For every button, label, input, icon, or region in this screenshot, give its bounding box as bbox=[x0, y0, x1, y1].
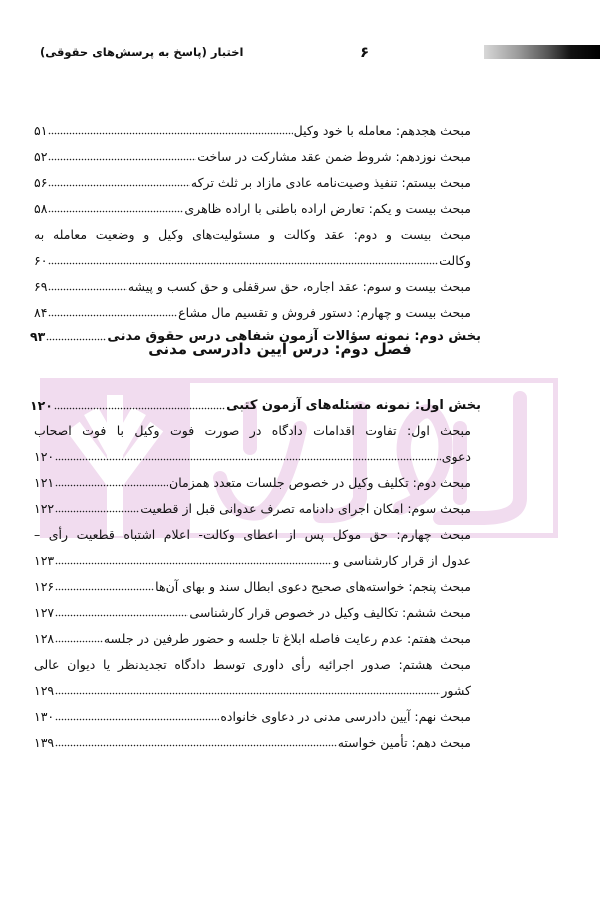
leader-dots bbox=[55, 506, 139, 514]
leader-dots bbox=[48, 154, 196, 162]
toc-entry[interactable]: مبحث بیست و یکم: تعارض اراده باطنی با اراده ظاهری ۵۸ bbox=[34, 201, 471, 216]
leader-dots bbox=[48, 128, 292, 136]
toc-entry[interactable]: مبحث سوم: امکان اجرای دادنامه تصرف عدوانی قبل از قطعیت ۱۲۲ bbox=[34, 501, 471, 516]
toc-entry-continuation[interactable]: عدول از قرار کارشناسی و ۱۲۳ bbox=[34, 553, 471, 568]
leader-dots bbox=[48, 284, 126, 292]
leader-dots bbox=[55, 714, 219, 722]
toc-entry[interactable]: مبحث دوم: تکلیف وکیل در خصوص جلسات متعدد همزمان ۱۲۱ bbox=[34, 475, 471, 490]
running-title: اختبار (پاسخ به پرسش‌های حقوقی) bbox=[40, 45, 244, 59]
toc-section-entry[interactable]: بخش اول: نمونه مسئله‌های آزمون کتبی ۱۲۰ bbox=[30, 398, 481, 413]
chapter-heading: فصل دوم: درس آیین دادرسی مدنی bbox=[148, 340, 412, 358]
toc-entry-continuation[interactable]: کشور ۱۲۹ bbox=[34, 683, 471, 698]
toc-entry-continuation[interactable]: وکالت ۶۰ bbox=[34, 253, 471, 268]
leader-dots bbox=[48, 258, 438, 266]
leader-dots bbox=[55, 636, 103, 644]
leader-dots bbox=[55, 584, 154, 592]
leader-dots bbox=[55, 480, 168, 488]
leader-dots bbox=[48, 180, 189, 188]
toc-entry-line1[interactable]: مبحث بیست و دوم: عقد وکالت و مسئولیت‌های وکیل و وضعیت معامله به bbox=[34, 227, 471, 242]
toc-entry[interactable]: مبحث ششم: تکالیف وکیل در خصوص قرار کارشناسی ۱۲۷ bbox=[34, 605, 471, 620]
toc-entry-line1[interactable]: مبحث اول: تفاوت اقدامات دادگاه در صورت فوت وکیل با فوت اصحاب bbox=[34, 423, 471, 438]
toc-entry[interactable]: مبحث هجدهم: معامله با خود وکیل ۵۱ bbox=[34, 123, 471, 138]
toc-entry-line1[interactable]: مبحث چهارم: حق موکل پس از اعطای وکالت- اعلام اشتباه قطعیت رأی – bbox=[34, 527, 471, 542]
toc-entry[interactable]: مبحث بیستم: تنفیذ وصیت‌نامه عادی مازاد بر ثلث ترکه ۵۶ bbox=[34, 175, 471, 190]
leader-dots bbox=[55, 558, 332, 566]
leader-dots bbox=[48, 310, 177, 318]
leader-dots bbox=[55, 688, 440, 696]
leader-dots bbox=[55, 610, 188, 618]
toc-entry[interactable]: مبحث هفتم: عدم رعایت فاصله ابلاغ تا جلسه و حضور طرفین در جلسه ۱۲۸ bbox=[34, 631, 471, 646]
leader-dots bbox=[55, 454, 441, 462]
page-number: ۶ bbox=[360, 43, 370, 61]
toc-entry[interactable]: مبحث پنجم: خواسته‌های صحیح دعوی ابطال سند و بهای آن‌ها ۱۲۶ bbox=[34, 579, 471, 594]
leader-dots bbox=[54, 403, 225, 411]
toc-entry[interactable]: مبحث دهم: تأمین خواسته ۱۳۹ bbox=[34, 735, 471, 750]
toc-entry[interactable]: مبحث نهم: آیین دادرسی مدنی در دعاوی خانواده ۱۳۰ bbox=[34, 709, 471, 724]
toc-section-entry[interactable]: بخش دوم: نمونه سؤالات آزمون شفاهی درس حقوق مدنی ۹۳ bbox=[30, 329, 481, 344]
toc-entry-line1[interactable]: مبحث هشتم: صدور اجرائیه رأی داوری توسط دادگاه تجدیدنظر یا دیوان عالی bbox=[34, 657, 471, 672]
toc-entry-continuation[interactable]: دعوی ۱۲۰ bbox=[34, 449, 471, 464]
leader-dots bbox=[55, 740, 337, 748]
toc-entry[interactable]: مبحث بیست و چهارم: دستور فروش و تقسیم مال مشاع ۸۴ bbox=[34, 305, 471, 320]
toc-entry[interactable]: مبحث نوزدهم: شروط ضمن عقد مشارکت در ساخت ۵۲ bbox=[34, 149, 471, 164]
toc-entry[interactable]: مبحث بیست و سوم: عقد اجاره، حق سرقفلی و حق کسب و پیشه ۶۹ bbox=[34, 279, 471, 294]
leader-dots bbox=[48, 206, 183, 214]
